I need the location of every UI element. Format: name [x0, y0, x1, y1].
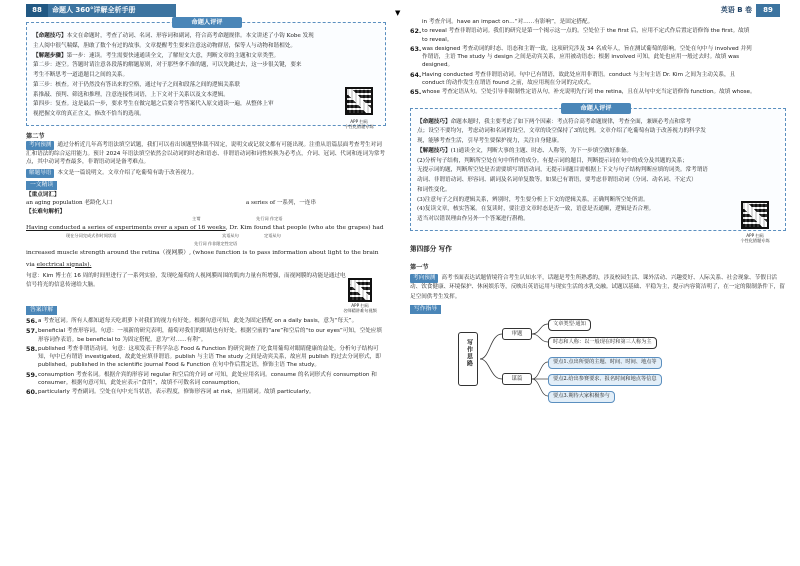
- left-content: [26, 19, 386, 399]
- answer-item: 56. a 考查冠词。所有人都知道每天吃胡萝卜对我们的视力有好处。根据句意可知，此处为固定搭配 on a daily basis，意为“每天”。: [26, 316, 358, 325]
- flow-center-node: 写作思路: [458, 332, 478, 386]
- review-line: 点；设空不要均匀，考虑动词和名词的设空，文章的设空保持了3的比例。文章介绍了吃葡萄有助于改善视力的科学发: [417, 128, 706, 135]
- sentence-note: 定语从句: [264, 233, 281, 239]
- answer-item: 58. published 考查非谓语动词。句意：这项发表于科学杂志 Food & Function 的研究调查了吃食用葡萄对眼睛健康的益处。分析句子结构可知，句中已有谓语 investigated，故此处应填非谓语。publish 与主语 The study 之间是动宾关系，故应用 publish 的过去分词形式，即 published。published in the scientific journal Food & Function 在句中作后置定语，修饰主语 The study。: [26, 344, 381, 369]
- writing-flow-diagram: [410, 314, 786, 404]
- sentence-note: 主谓: [192, 216, 201, 222]
- sentence-translation: 句意：Kim 博士在 16 周的时间里进行了一系列实验，发现吃葡萄的人视网膜周围的肌肉力量有所增强，而视网膜的功能是通过电信号将光的信息传递给大脑。: [26, 273, 346, 288]
- analysis-paragraph: 考向预测 高考书面表达试题情境符合考生认知水平，话题是考生所熟悉的，涉及校园生活、课外活动、兴趣爱好、人际关系、社会现象、节假日活动、饮食健康、环境保护、休闲娱乐等，反映出英语运用与现实生活的水乳交融。试题以基础、平稳为主，提示内容简洁明了，在一定的限制条件下，留足空间供考生发挥。: [410, 274, 785, 300]
- review-line: 主人阅中很气喘媒，胆敢了数个有过的故事。文章提醒考生要来注意这动物群居，保等人与动物和谐相处。: [33, 42, 296, 49]
- sentence-line-2: increased muscle strength around the retina（视网膜）, (whose function is to pass information about light to the brain via electrical signals).: [26, 250, 379, 268]
- book-title: 命题人 360°详解全析手册: [52, 6, 136, 14]
- qr-code-icon[interactable]: [345, 87, 373, 115]
- flow-item: 文章类型·通知: [548, 319, 591, 331]
- review-line: 无提示词的题，判断所空处是否需要填写谓语动词，无提示词题目需根据上下文与句子结构判断应填的词类。常考谓语: [417, 167, 708, 174]
- answer-list-right: [410, 18, 786, 98]
- section-title: 第二节: [26, 132, 45, 140]
- review-line: 适当对以错误理由作另外一个答案进行斟酌。: [417, 216, 529, 223]
- sentence-line-1: Having conducted a series of experiments over a span of 16 weeks, Dr. Kim found that people (who ate the grapes) had: [26, 225, 384, 232]
- review-banner: 命题人评评: [172, 17, 242, 28]
- sentence-note: 现在分词完成式作时间状语: [66, 233, 117, 239]
- answer-item: 65. whose 考查定语从句。空处引导非限制性定语从句，补充说明先行词 the retina，且在从句中充当定语修饰 function。故填 whose。: [410, 88, 756, 97]
- review-box-left: [26, 19, 386, 130]
- sentence-note: 先行词 作非限定性定语: [194, 241, 238, 247]
- review-line: 现，能够考查生活，引导考生要保护视力，关注自身健康。: [417, 138, 563, 145]
- review-banner: 命题人评评: [561, 103, 631, 114]
- sentence-analysis: [26, 216, 386, 266]
- answer-item: 64. Having conducted 考查非谓语动词。句中已有谓语，故此处应用非谓语。conduct 与主句主语 Dr. Kim 之间为主动关系，且 conduct 的动作发生在谓语 found 之前，故应用现在分词的完成式。: [410, 70, 736, 86]
- answer-item: 63. was designed 考查动词的时态、语态和主谓一致。这项研究涉及 34 名成年人，旨在测试葡萄的影响。空处在句中与 involved 并列作谓语，主语 The study 与 design 之间是动宾关系，应用被动语态；根据 involved 可知，此处也应用一般过去时。故填 was designed。: [410, 44, 752, 69]
- answer-item: in 考查介词。have an impact on…“对……有影响”，是固定搭配。: [422, 19, 594, 25]
- guide-paragraph: 解题导语 本文是一篇说明文。文章介绍了吃葡萄有助于改善视力。: [26, 169, 386, 178]
- answer-item: 62. to reveal 考查非谓语动词。我们的研究是第一个揭示这一点的。空处位于 the first 后，应用不定式作后置定语修饰 the first。故填 to reveal。: [410, 27, 750, 43]
- review-line: 【命题技巧】本文在命题时，考查了动词、名词、形容词和副词，符合高考命题规律。本文讲述了小钩 Kobe 发现: [33, 33, 314, 39]
- sentence-note: 先行词 作定语: [256, 216, 283, 222]
- qr-code-icon[interactable]: [741, 201, 769, 229]
- flow-item: 时态和人称：以一般现在时和第三人称为主: [548, 337, 657, 349]
- right-page: [402, 0, 800, 566]
- analysis-tag: 考向预测: [26, 141, 54, 150]
- review-line: 第三步：核查。对于仍然没有答出来的空格，通过句子之间和段落之间的逻辑关系联: [33, 81, 240, 88]
- answer-item: 60. particularly 考查副词。空处在句中充当状语，表示程度，修饰形容词 at risk，应用副词。故填 particularly。: [26, 388, 315, 397]
- key-word: an aging population 老龄化人口: [26, 199, 113, 206]
- right-content: [410, 18, 786, 404]
- answer-list-left: [26, 317, 386, 398]
- review-line: 第四步：复查。这是最后一步，要求考生在做完题之后要合考答案代入原文通读一遍，从整体上审: [33, 101, 274, 108]
- key-words-title: 【重点词汇】: [26, 191, 60, 198]
- sentence-note: 宾语从句: [222, 233, 239, 239]
- analysis-tag: 考向预测: [410, 274, 438, 283]
- review-box-right: [410, 104, 786, 243]
- review-line: (4)复读文章，核实答案。在复读时，要注意文章时态是否一致，语意是否通顺，逻辑是否合理。: [417, 206, 655, 213]
- left-page-number: 88: [26, 4, 48, 17]
- answer-item: 59. consumption 考查名词。根据介宾的形容词 regular 和空后的介词 of 可知，此处应用名词。consume 的名词形式有 consumption 和 consumer。根据句意可知，此处应表示“食用”，故填不可数名词 consumption。: [26, 370, 377, 386]
- review-line: 视把握文章的真正含义，修改不恰当的选项。: [33, 111, 145, 118]
- review-line: 系推敲、预判、筛选和推理，注意连接性词语，上下文对于关系以及文本逻辑。: [33, 91, 229, 98]
- key-words-row: [26, 199, 386, 207]
- review-line: (3)注意句子之间的逻辑关系，辨别时，考生要分析上下文的逻辑关系，正确判断所空处所需。: [417, 196, 649, 203]
- right-page-number: 89: [756, 4, 780, 17]
- review-line: 【解题技巧】(1)通读全文，判断大事的主题、时态、人称等，为下一步填空做好准备。: [417, 147, 632, 154]
- exam-title: 英语 B 卷: [720, 6, 752, 14]
- flow-node-plan: 谋篇: [502, 373, 532, 385]
- qr-code-icon[interactable]: [348, 278, 372, 302]
- qr-code-label: APP 扫码 个性化错题专练: [740, 232, 770, 243]
- key-word: a series of 一系列，一连串: [245, 199, 316, 206]
- part-title: 第四部分 写作: [410, 245, 452, 254]
- flow-node-review: 审题: [502, 328, 532, 340]
- reading-bar: 一文精读: [26, 181, 57, 190]
- writing-guide-bar: 写作指导: [410, 305, 441, 314]
- down-arrow-icon: ▼: [395, 9, 401, 17]
- review-line: 考生不断思考一道道题目之间的关系。: [33, 72, 129, 79]
- long-sentence-title: 【长难句解析】: [26, 209, 66, 216]
- flow-item: 要点2.给出参赛要求、报名时间和地点等信息: [548, 374, 662, 386]
- qr-code-label: APP 扫码 名师精讲难句视频: [343, 302, 377, 313]
- review-line: 和词性变化。: [417, 186, 451, 193]
- review-line: 第二步：逐空。答题时请注意各段落的解题原则，对于那些拿不准的题，可以先跳过去，这一步很关键，要来: [33, 62, 302, 69]
- answer-item: 57. beneficial 考查形容词。句意：一项新的研究表明，葡萄对我们的眼睛也有好处。根据空前的“are”和空后的“to our eyes”可知，空处应填形容词作表语。be beneficial to 为固定搭配，意为“对……有利”。: [26, 327, 382, 343]
- guide-tag: 解题导语: [26, 169, 54, 178]
- flow-item: 要点1.点出所要的主题、时间、时间、地点等: [548, 357, 662, 369]
- review-line: 【解题步骤】第一步：速读。考生需要快速通读全文，了解短文大意，判断文章的主题和文章类型。: [33, 52, 280, 59]
- qr-code-label: APP 扫码 个性化错题专练: [344, 119, 374, 130]
- review-line: 【命题技巧】命题本题时，我主要考虑了如下两个因素：考点符合高考命题规律，考查全面，兼顾必考点和常考: [417, 118, 692, 125]
- flow-item: 要点3.期待大家积极参与: [548, 391, 615, 403]
- review-line: 动词、非谓语动词、形容词、副词及名词单复数等。如果已有谓语，要考虑非谓语动词（分词、动名词、不定式）: [417, 177, 697, 184]
- analysis-paragraph: 考向预测 通过分析近几年高考语法填空试题，我们可以看出该题型体裁不固定，说明文或记叙文都有可能出现。注重从语篇层面考查考生对词汇和语法的综合运用能力。预计 2024 年语法填空依然会以动词的时态和语态、非谓语动词和词性转换为必考点，介词、冠词、代词和连词为常考点，其中动词考查最多，非谓语动词是备考难点。: [26, 142, 386, 166]
- review-line: (2)分析句子结构，判断所空处在句中所作的成分。有提示词的题目，判断提示词在句中的成分及其题的关系；: [417, 157, 688, 164]
- section-title: 第一节: [410, 263, 429, 271]
- answers-bar: 答案详解: [26, 306, 57, 315]
